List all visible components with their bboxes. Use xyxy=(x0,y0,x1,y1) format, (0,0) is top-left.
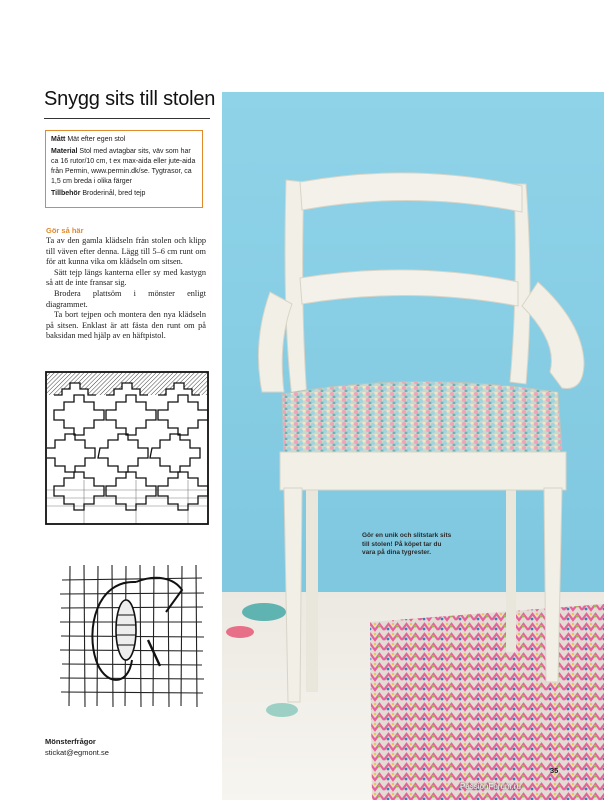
instruction-paragraph: Sätt tejp längs kanterna eller sy med kastygn så att de inte fransar sig. xyxy=(46,267,206,288)
material-label: Material xyxy=(51,148,78,155)
measure-row xyxy=(51,135,197,145)
contact-email: stickat@egmont.se xyxy=(45,748,109,757)
measure-text: Mät efter egen stol xyxy=(67,136,126,143)
article-title: Snygg sits till stolen xyxy=(44,88,216,110)
pattern-questions-label: Mönsterfrågor xyxy=(45,737,96,746)
stitch-illustration xyxy=(56,560,206,710)
page-number: 35 xyxy=(550,766,559,775)
tools-text: Broderinål, bred tejp xyxy=(82,190,146,197)
instructions-body xyxy=(46,236,206,342)
instruction-paragraph: Ta bort tejpen och montera den nya klädseln på sitsen. Enklast är att fästa den runt om på baksidan med hjälp av en häftpistol. xyxy=(46,310,206,341)
instruction-paragraph: Ta av den gamla klädseln från stolen och klipp till väven efter denna. Lägg till 5–6 cm runt om för att kunna vika om klädseln om sitsen. xyxy=(46,236,206,267)
chair-photo xyxy=(222,92,604,800)
embroidery-pattern-diagram xyxy=(44,370,210,526)
material-row xyxy=(51,147,197,187)
material-text: Stol med avtagbar sits, väv som har ca 16 rutor/10 cm, t ex max-aida eller jute-aida från Permin, www.permin.dk/se. Tygtrasor, ca 1,5 cm breda i olika färger xyxy=(51,148,196,185)
photo-caption: Gör en unik och slitstark sits till stolen! På köpet tar du vara på dina tygrester. xyxy=(362,532,452,556)
watermark: PassionForum.ru xyxy=(460,782,521,791)
title-divider xyxy=(44,118,210,119)
measure-label: Mått xyxy=(51,136,66,143)
materials-box xyxy=(45,130,203,208)
instructions-heading: Gör så här xyxy=(46,226,84,235)
tools-label: Tillbehör xyxy=(51,190,81,197)
tools-row xyxy=(51,189,197,199)
instruction-paragraph: Brodera plattsöm i mönster enligt diagrammet. xyxy=(46,288,206,309)
